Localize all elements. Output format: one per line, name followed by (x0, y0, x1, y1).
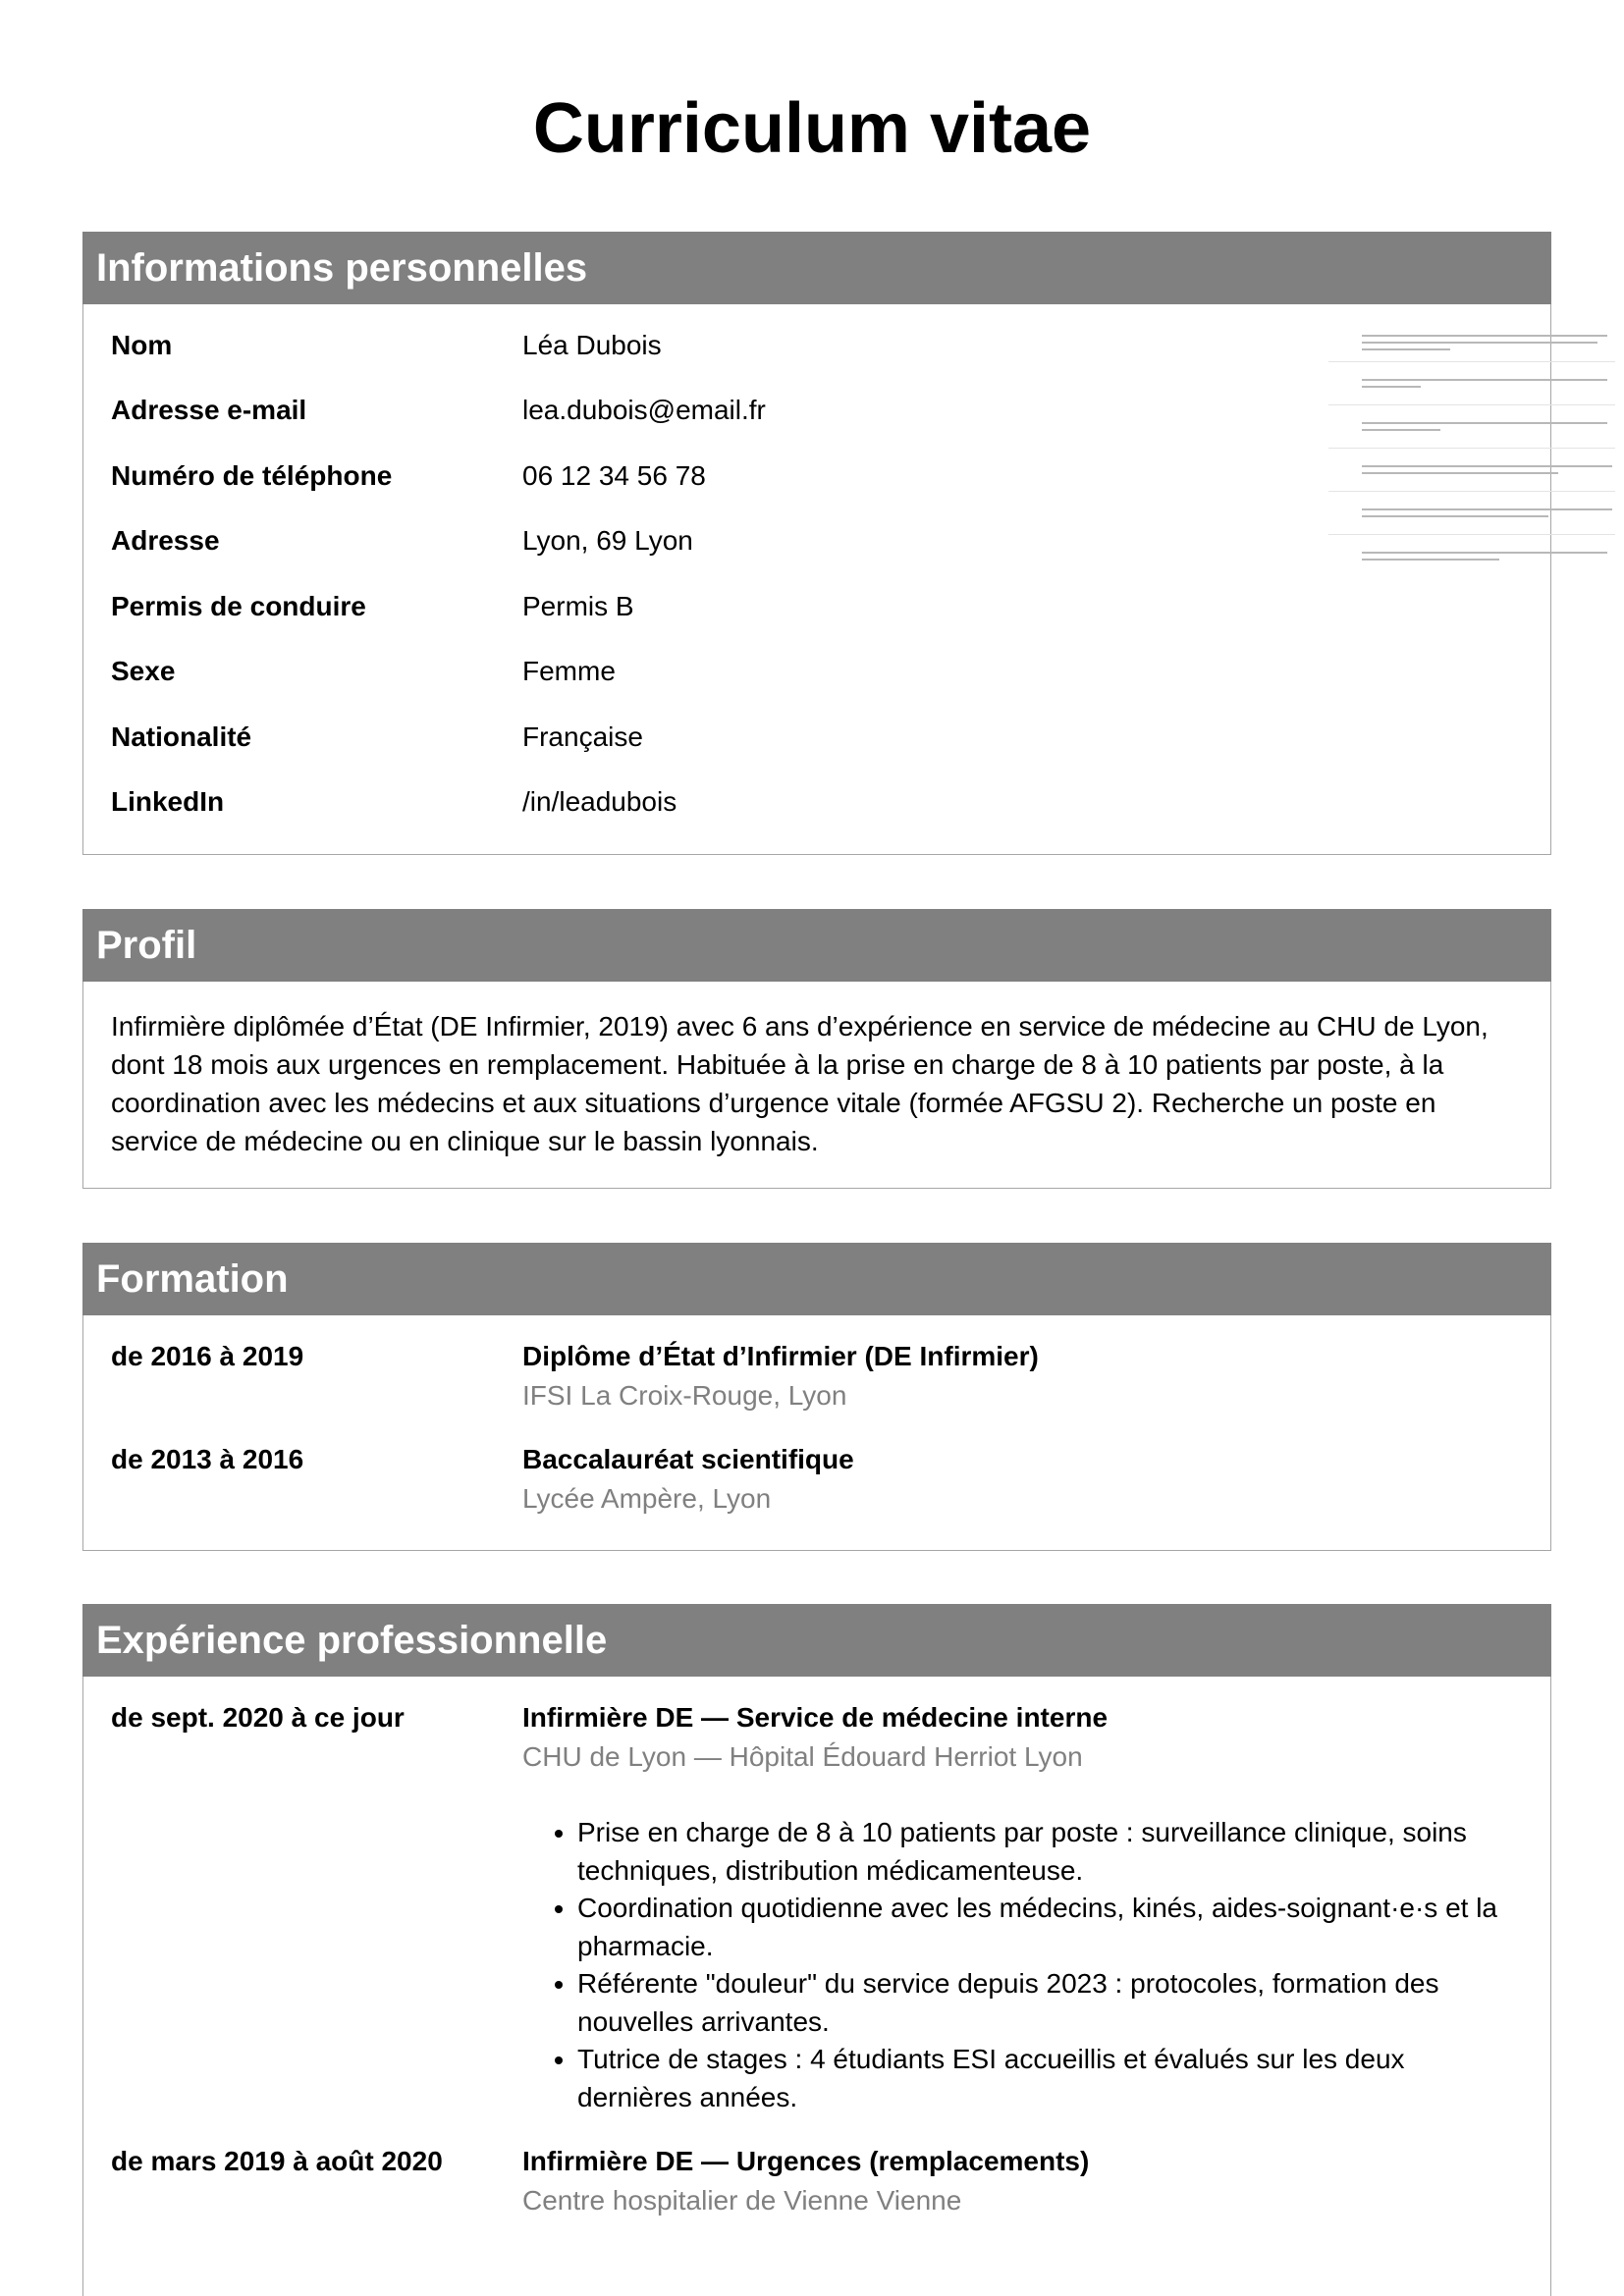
experience-period: de mars 2019 à août 2020 (111, 2146, 443, 2176)
field-value: lea.dubois@email.fr (522, 395, 766, 425)
education-period: de 2013 à 2016 (111, 1444, 304, 1474)
personal-info-section (82, 232, 1551, 855)
embedded-preview-image (1328, 328, 1615, 587)
experience-title: Infirmière DE — Urgences (remplacements) (522, 2146, 1090, 2176)
profile-line: service de médecine ou en clinique sur le bassin lyonnais. (111, 1126, 819, 1156)
field-value: Lyon, 69 Lyon (522, 525, 693, 556)
field-row-gender (111, 652, 1523, 691)
education-title: Diplôme d’État d’Infirmier (DE Infirmier) (522, 1341, 1039, 1371)
experience-title: Infirmière DE — Service de médecine interne (522, 1702, 1109, 1733)
education-period: de 2016 à 2019 (111, 1341, 304, 1371)
education-section (82, 1243, 1551, 1551)
experience-heading: Expérience professionnelle (82, 1604, 1551, 1677)
profile-section (82, 909, 1551, 1189)
field-label: Numéro de téléphone (111, 460, 393, 491)
field-value: /in/leadubois (522, 786, 677, 817)
education-title: Baccalauréat scientifique (522, 1444, 854, 1474)
field-label: Adresse (111, 525, 220, 556)
education-details (522, 1440, 854, 1519)
experience-place: Centre hospitalier de Vienne Vienne (522, 2185, 962, 2216)
field-row-address (111, 521, 1523, 561)
profile-line: coordination avec les médecins et aux situations d’urgence vitale (formée AFGSU 2). Recherche un poste en (111, 1088, 1436, 1118)
experience-bullets (522, 1814, 1511, 2116)
field-label: LinkedIn (111, 786, 225, 817)
field-row-nationality (111, 718, 1523, 757)
experience-section (82, 1604, 1551, 2296)
experience-period: de sept. 2020 à ce jour (111, 1702, 405, 1733)
field-value: Française (522, 721, 643, 752)
experience-place: CHU de Lyon — Hôpital Édouard Herriot Lyon (522, 1741, 1083, 1772)
education-entry (111, 1337, 1523, 1415)
education-entry (111, 1440, 1523, 1519)
education-place: Lycée Ampère, Lyon (522, 1483, 772, 1514)
experience-details (522, 1698, 1108, 1777)
education-details (522, 1337, 1039, 1415)
field-row-email (111, 391, 1523, 430)
education-place: IFSI La Croix-Rouge, Lyon (522, 1380, 847, 1411)
field-label: Permis de conduire (111, 591, 366, 621)
field-label: Adresse e-mail (111, 395, 307, 425)
field-value: Léa Dubois (522, 330, 662, 360)
profile-heading: Profil (82, 909, 1551, 982)
field-row-license (111, 587, 1523, 626)
field-label: Sexe (111, 656, 176, 686)
field-row-name (111, 326, 1523, 365)
profile-line: dont 18 mois aux urgences en remplacement. Habituée à la prise en charge de 8 à 10 patients par poste, à la (111, 1049, 1444, 1080)
education-heading: Formation (82, 1243, 1551, 1315)
field-label: Nom (111, 330, 173, 360)
bullet-item: • Coordination quotidienne avec les médecins, kinés, aides-soignant·e·s et la pharmacie. (577, 1890, 1511, 1965)
field-label: Nationalité (111, 721, 252, 752)
document-title: Curriculum vitae (532, 89, 1092, 168)
bullet-item: • Référente "douleur" du service depuis 2023 : protocoles, formation des nouvelles arrivantes. (577, 1965, 1511, 2041)
bullet-item: • Tutrice de stages : 4 étudiants ESI accueillis et évalués sur les deux dernières années. (577, 2041, 1511, 2116)
bullet-item: • Prise en charge de 8 à 10 patients par poste : surveillance clinique, soins techniques, distribution médicamenteuse. (577, 1814, 1511, 1890)
field-value: Femme (522, 656, 616, 686)
field-row-phone (111, 456, 1523, 496)
experience-entry (111, 2142, 1523, 2220)
field-row-linkedin (111, 782, 1523, 822)
experience-details (522, 2142, 1089, 2220)
profile-summary (111, 1007, 1491, 1160)
profile-line: Infirmière diplômée d’État (DE Infirmier, 2019) avec 6 ans d’expérience en service de médecine au CHU de Lyon, (111, 1011, 1489, 1041)
field-value: Permis B (522, 591, 634, 621)
field-value: 06 12 34 56 78 (522, 460, 706, 491)
personal-info-heading: Informations personnelles (82, 232, 1551, 304)
experience-entry (111, 1698, 1523, 1777)
